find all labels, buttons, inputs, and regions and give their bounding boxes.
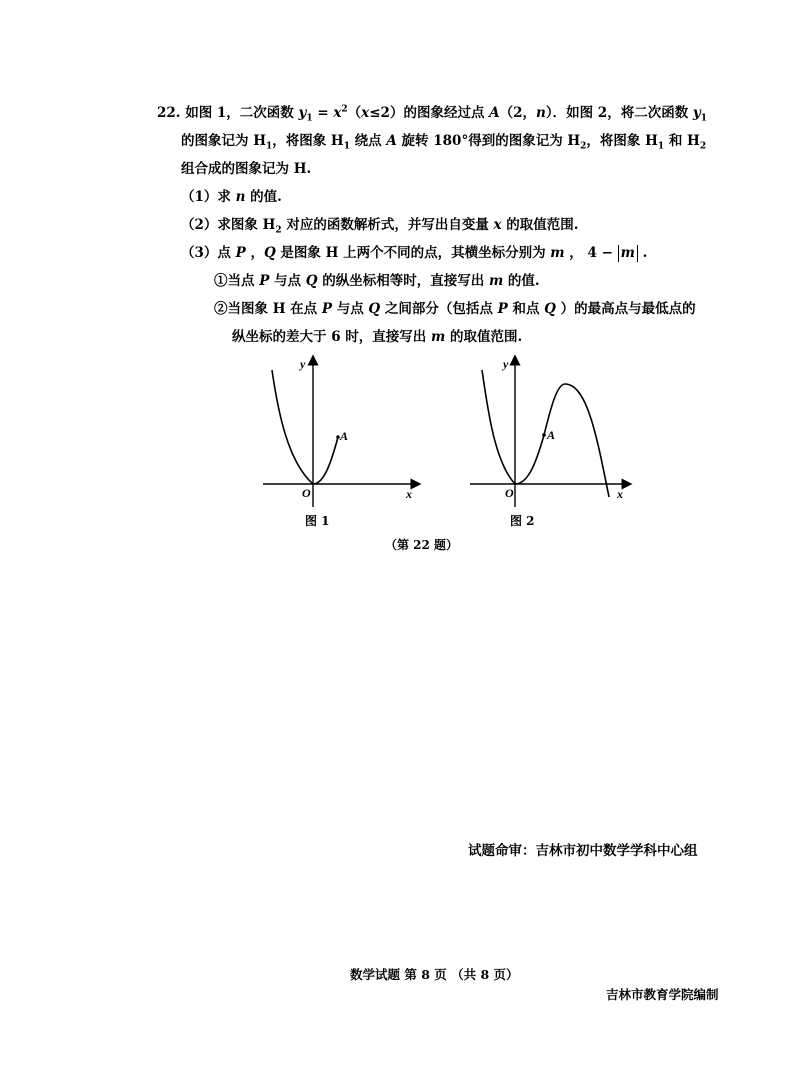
y-axis-label: y (503, 357, 509, 371)
question-1: （1）求 n 的值. (181, 189, 282, 205)
origin-label: O (505, 486, 514, 500)
absolute-value-m: m (618, 245, 638, 262)
point-a-label: A (547, 428, 556, 442)
x-axis-label: x (406, 487, 412, 501)
parabola-h1 (482, 370, 544, 484)
question-2: （2）求图象 $H_2$ 对应的函数解析式，并写出自变量 x 的取值范围. (181, 217, 579, 236)
figure-1-caption: 图 1 (305, 514, 330, 528)
reviewer-credit: 试题命审：吉林市初中数学学科中心组 (468, 843, 698, 859)
x-axis-label: x (617, 487, 623, 501)
problem-caption: （第 22 题） (385, 538, 459, 552)
figure-1-graph (258, 352, 423, 512)
publisher-credit: 吉林市教育学院编制 (606, 987, 719, 1002)
parabola-h1 (272, 370, 338, 484)
question-3-part-2-line-1: ②当图象 H 在点 P 与点 Q 之间部分（包括点 P 和点 Q ）的最高点与最低点的 (214, 301, 696, 317)
question-3-part-1: ①当点 P 与点 Q 的纵坐标相等时，直接写出 m 的值. (214, 273, 540, 289)
point-a-dot (542, 433, 546, 437)
figure-2-caption: 图 2 (510, 514, 535, 528)
question-3-part-2-line-2: 纵坐标的差大于 6 时，直接写出 m 的取值范围. (232, 329, 523, 345)
problem-line-3: 组合成的图象记为 H. (181, 161, 312, 177)
figure-2-graph (465, 352, 635, 512)
origin-label: O (302, 486, 311, 500)
page-info: 数学试题 第 8 页 （共 8 页） (350, 967, 519, 982)
question-3: （3）点 P ，Q 是图象 H 上两个不同的点，其横坐标分别为 m ， 4 − m . (181, 245, 648, 261)
y-axis-label: y (300, 357, 306, 371)
problem-line-1: 22. 如图 1，二次函数 $y_1 = x^2(x\le 2)$的图象经过点 A（2，n）．如图 2，将二次函数 $y_1$ (157, 104, 708, 124)
problem-line-2: 的图象记为 $H_1$，将图象 $H_1$ 绕点 A 旋转 180°得到的图象记为 $H_2$，将图象 $H_1$ 和 $H_2$ (181, 133, 707, 152)
point-a-label: A (340, 429, 349, 443)
problem-number: 22. (157, 105, 181, 121)
